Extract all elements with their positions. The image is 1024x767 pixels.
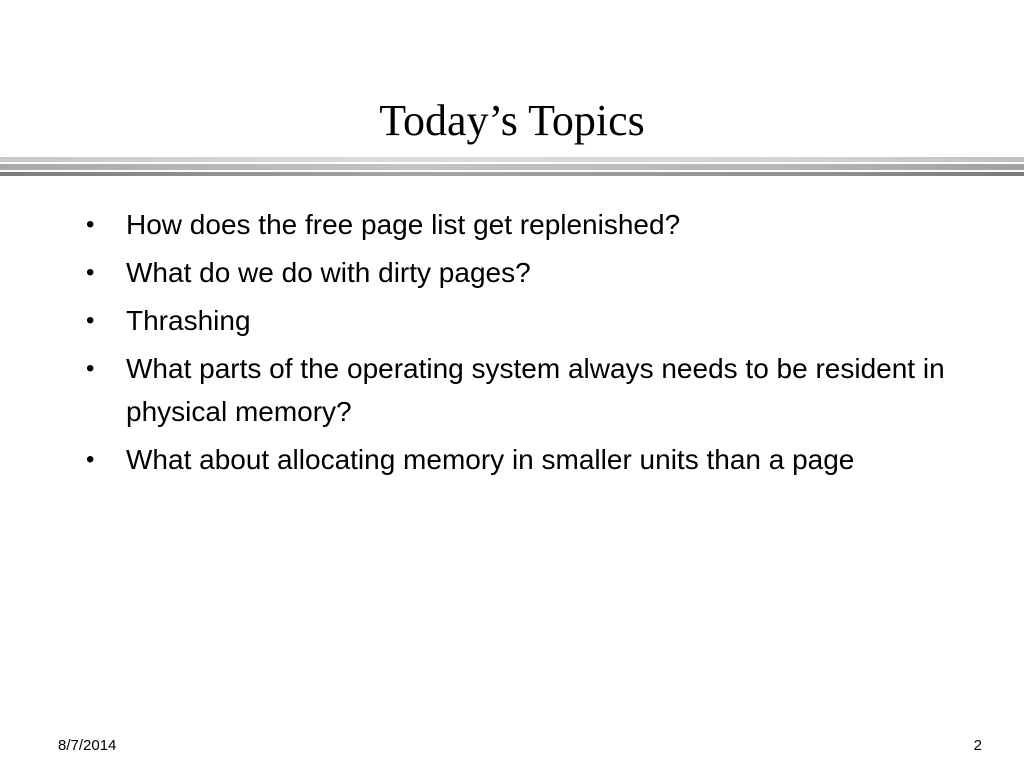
bullet-text: What do we do with dirty pages?: [126, 257, 531, 288]
divider-band-medium: [0, 164, 1024, 170]
bullet-icon: •: [86, 211, 95, 238]
bullet-text: Thrashing: [126, 305, 251, 336]
bullet-item: [86, 203, 946, 246]
bullet-icon: •: [86, 259, 95, 286]
bullet-item: [86, 251, 946, 294]
slide-title: Today’s Topics: [379, 96, 645, 145]
slide-number: 2: [973, 737, 982, 754]
title-divider: [0, 157, 1024, 179]
bullet-icon: •: [86, 355, 95, 382]
bullet-text: What about allocating memory in smaller units than a page: [126, 444, 855, 475]
bullet-item: [86, 347, 946, 433]
bullet-icon: •: [86, 307, 95, 334]
divider-band-light: [0, 157, 1024, 162]
divider-band-dark: [0, 172, 1024, 176]
bullet-item: [86, 438, 946, 481]
bullet-text: What parts of the operating system always needs to be resident in physical memory?: [126, 353, 945, 427]
bullet-text: How does the free page list get replenished?: [126, 209, 681, 240]
footer-date: 8/7/2014: [58, 737, 117, 754]
bullet-list: [86, 203, 946, 486]
bullet-icon: •: [86, 446, 95, 473]
bullet-item: [86, 299, 946, 342]
